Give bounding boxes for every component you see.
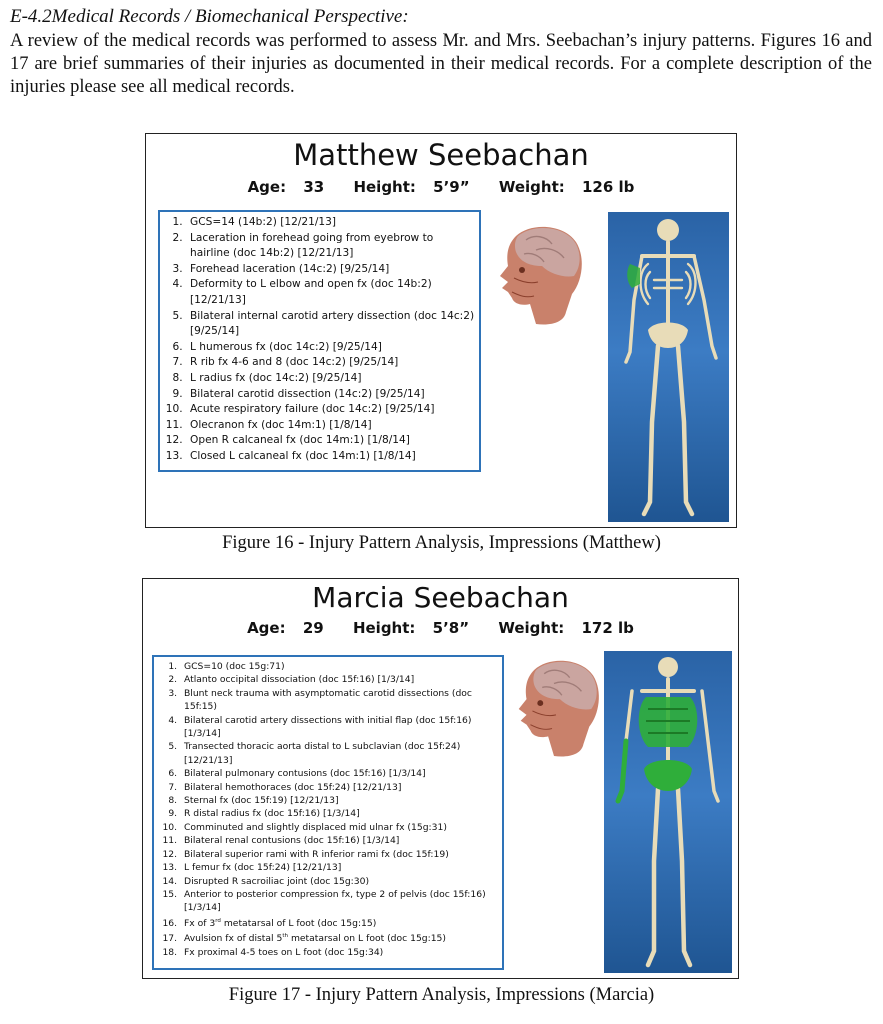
anatomical-head-icon bbox=[486, 222, 586, 326]
injury-item: 8. L radius fx (doc 14c:2) [9/25/14] bbox=[186, 371, 475, 387]
injury-item: 14. Disrupted R sacroiliac joint (doc 15g:30) bbox=[180, 875, 498, 888]
figure-16 bbox=[145, 133, 737, 528]
injury-item: 5. Bilateral internal carotid artery dissection (doc 14c:2) [9/25/14] bbox=[186, 309, 475, 340]
injury-item: 12. Bilateral superior rami with R inferior rami fx (doc 15f:19) bbox=[180, 848, 498, 861]
patient-name: Marcia Seebachan bbox=[312, 581, 569, 614]
injury-item: 2. Atlanto occipital dissociation (doc 15f:16) [1/3/14] bbox=[180, 673, 498, 686]
injury-item: 5. Transected thoracic aorta distal to L subclavian (doc 15f:24) [12/21/13] bbox=[180, 740, 498, 767]
section-heading: E-4.2Medical Records / Biomechanical Perspective: bbox=[10, 6, 409, 27]
intro-paragraph: A review of the medical records was performed to assess Mr. and Mrs. Seebachan’s injury patterns. Figures 16 and 17 are brief summaries of their injuries as documented in their medical records. For a complete description of the injuries please see all medical records. bbox=[10, 31, 872, 97]
patient-stats: Age: 29 Height: 5’8” Weight: 172 lb bbox=[247, 619, 634, 637]
injury-item: 17. Avulsion fx of distal 5th metatarsal on L foot (doc 15g:15) bbox=[180, 930, 498, 945]
injury-item: 4. Bilateral carotid artery dissections with initial flap (doc 15f:16) [1/3/14] bbox=[180, 714, 498, 741]
injury-list bbox=[160, 215, 475, 465]
injury-list-box bbox=[158, 210, 481, 472]
patient-name: Matthew Seebachan bbox=[293, 138, 589, 172]
injury-item: 13. L femur fx (doc 15f:24) [12/21/13] bbox=[180, 861, 498, 874]
patient-age: 33 bbox=[303, 178, 325, 196]
injury-item: 7. R rib fx 4-6 and 8 (doc 14c:2) [9/25/14] bbox=[186, 355, 475, 371]
patient-age: 29 bbox=[302, 619, 324, 637]
injury-item: 1. GCS=14 (14b:2) [12/21/13] bbox=[186, 215, 475, 231]
injury-item: 11. Olecranon fx (doc 14m:1) [1/8/14] bbox=[186, 418, 475, 434]
injury-item: 11. Bilateral renal contusions (doc 15f:16) [1/3/14] bbox=[180, 834, 498, 847]
patient-weight: 172 lb bbox=[581, 619, 634, 637]
injury-item: 7. Bilateral hemothoraces (doc 15f:24) [12/21/13] bbox=[180, 781, 498, 794]
figure-16-caption: Figure 16 - Injury Pattern Analysis, Impressions (Matthew) bbox=[222, 533, 661, 553]
patient-height: 5’9” bbox=[433, 178, 470, 196]
injury-item: 16. Fx of 3rd metatarsal of L foot (doc 15g:15) bbox=[180, 915, 498, 930]
injury-item: 8. Sternal fx (doc 15f:19) [12/21/13] bbox=[180, 794, 498, 807]
injury-item: 9. Bilateral carotid dissection (14c:2) [9/25/14] bbox=[186, 387, 475, 403]
patient-height: 5’8” bbox=[432, 619, 470, 637]
injury-item: 15. Anterior to posterior compression fx, type 2 of pelvis (doc 15f:16) [1/3/14] bbox=[180, 888, 498, 915]
figure-17 bbox=[142, 578, 739, 979]
injury-item: 3. Blunt neck trauma with asymptomatic carotid dissections (doc 15f:15) bbox=[180, 687, 498, 714]
injury-item: 9. R distal radius fx (doc 15f:16) [1/3/14] bbox=[180, 807, 498, 820]
patient-stats: Age: 33 Height: 5’9” Weight: 126 lb bbox=[247, 178, 635, 196]
skeleton-icon bbox=[608, 212, 729, 522]
injury-item: 1. GCS=10 (doc 15g:71) bbox=[180, 660, 498, 673]
injury-item: 6. L humerous fx (doc 14c:2) [9/25/14] bbox=[186, 340, 475, 356]
injury-item: 10. Acute respiratory failure (doc 14c:2) [9/25/14] bbox=[186, 402, 475, 418]
injury-item: 4. Deformity to L elbow and open fx (doc 14b:2) [12/21/13] bbox=[186, 277, 475, 308]
injury-item: 6. Bilateral pulmonary contusions (doc 15f:16) [1/3/14] bbox=[180, 767, 498, 780]
injury-item: 2. Laceration in forehead going from eyebrow to hairline (doc 14b:2) [12/21/13] bbox=[186, 231, 475, 262]
skeleton-icon bbox=[604, 651, 732, 973]
injury-list bbox=[154, 660, 498, 959]
anatomical-head-icon bbox=[505, 655, 603, 759]
injury-item: 18. Fx proximal 4-5 toes on L foot (doc 15g:34) bbox=[180, 946, 498, 959]
figure-17-caption: Figure 17 - Injury Pattern Analysis, Impressions (Marcia) bbox=[228, 985, 655, 1005]
injury-list-box bbox=[152, 655, 504, 970]
patient-weight: 126 lb bbox=[581, 178, 635, 196]
injury-item: 13. Closed L calcaneal fx (doc 14m:1) [1/8/14] bbox=[186, 449, 475, 465]
injury-item: 10. Comminuted and slightly displaced mid ulnar fx (15g:31) bbox=[180, 821, 498, 834]
injury-item: 12. Open R calcaneal fx (doc 14m:1) [1/8/14] bbox=[186, 433, 475, 449]
injury-item: 3. Forehead laceration (14c:2) [9/25/14] bbox=[186, 262, 475, 278]
